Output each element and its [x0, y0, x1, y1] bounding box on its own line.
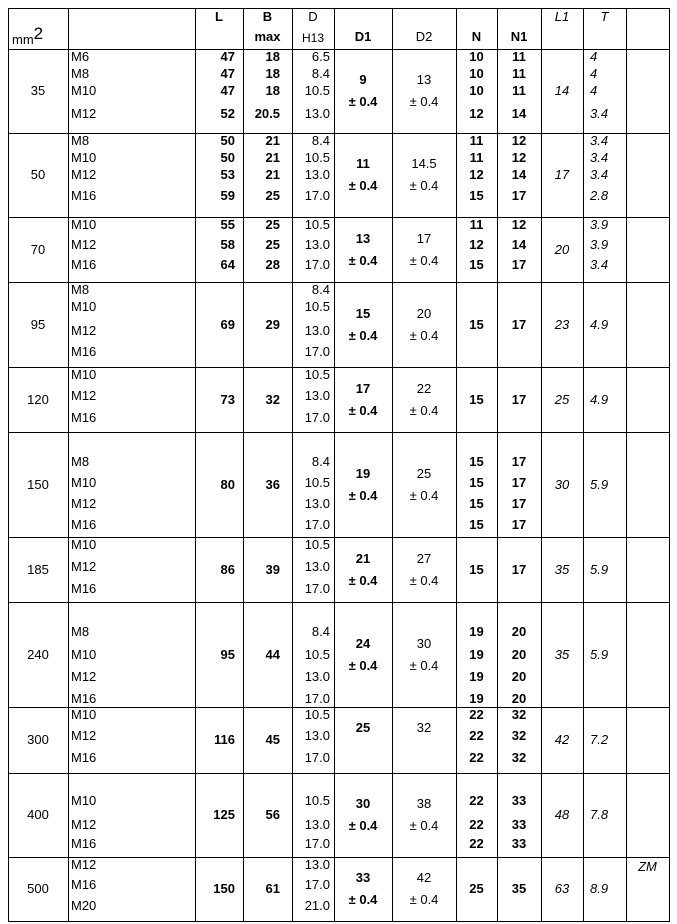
- diameter-D1: 33: [355, 870, 371, 885]
- bolt-size: M12: [71, 817, 97, 832]
- bolt-size: M8: [71, 66, 90, 81]
- diameter-D2-tol: ± 0.4: [409, 487, 439, 503]
- value-L1: 35: [554, 561, 570, 577]
- diameter-D: 10.5: [304, 217, 330, 232]
- value-N1: 20: [511, 624, 527, 639]
- length-L: 59: [220, 188, 235, 203]
- header-B-max: max: [254, 29, 281, 44]
- header-cross-section: mm2: [12, 24, 44, 47]
- bolt-size: M10: [71, 793, 97, 808]
- header-N1: N1: [510, 29, 528, 44]
- diameter-D: 13.0: [304, 167, 330, 182]
- length-L: 95: [220, 646, 235, 662]
- value-N1: 14: [511, 237, 527, 252]
- value-T: 4: [590, 83, 598, 98]
- diameter-D1: 19: [355, 465, 371, 481]
- value-N: 19: [469, 624, 484, 639]
- diameter-D1-tol: ± 0.4: [348, 94, 378, 109]
- value-N1: 32: [511, 750, 527, 765]
- width-B: 21: [265, 133, 280, 148]
- diameter-D1: 21: [355, 550, 371, 566]
- width-B: 18: [265, 83, 280, 98]
- diameter-D: 17.0: [304, 877, 330, 892]
- value-N: 22: [469, 793, 484, 808]
- bolt-size: M12: [71, 237, 97, 252]
- diameter-D2-tol: ± 0.4: [409, 402, 439, 418]
- header-L1: L1: [554, 9, 570, 24]
- diameter-D: 10.5: [304, 475, 330, 490]
- value-N1: 20: [511, 669, 527, 684]
- bolt-size: M16: [71, 836, 97, 851]
- diameter-D2-tol: ± 0.4: [409, 572, 439, 588]
- diameter-D2-tol: ± 0.4: [409, 178, 439, 193]
- bolt-size: M16: [71, 877, 97, 892]
- header-T: T: [600, 9, 609, 24]
- length-L: 50: [220, 133, 235, 148]
- length-L: 47: [220, 49, 235, 64]
- length-L: 47: [220, 66, 235, 81]
- diameter-D1-tol: ± 0.4: [348, 178, 378, 193]
- bolt-size: M16: [71, 188, 97, 203]
- diameter-D: 13.0: [304, 496, 330, 511]
- value-N: 15: [469, 496, 484, 511]
- diameter-D: 13.0: [304, 323, 330, 338]
- length-L: 52: [220, 106, 235, 121]
- value-N: 11: [469, 150, 484, 165]
- diameter-D1-tol: ± 0.4: [348, 657, 378, 673]
- header-D2: D2: [415, 29, 433, 44]
- value-L1: 20: [554, 241, 570, 257]
- diameter-D: 8.4: [311, 454, 330, 469]
- header-D1: D1: [354, 29, 372, 44]
- bolt-size: M6: [71, 49, 90, 64]
- value-T: 7.8: [590, 807, 609, 822]
- value-L1: 17: [554, 167, 570, 182]
- diameter-D: 10.5: [304, 299, 330, 314]
- value-N1: 12: [511, 133, 527, 148]
- length-L: 58: [220, 237, 235, 252]
- value-N: 19: [469, 647, 484, 662]
- diameter-D: 17.0: [304, 836, 330, 851]
- cross-section-value: 95: [30, 316, 46, 332]
- diameter-D: 13.0: [304, 669, 330, 684]
- header-N: N: [471, 29, 482, 44]
- diameter-D2: 42: [416, 870, 432, 885]
- value-T: 3.4: [590, 133, 609, 148]
- value-N1: 17: [511, 496, 527, 511]
- width-B: 45: [265, 732, 280, 747]
- diameter-D1-tol: ± 0.4: [348, 327, 378, 343]
- diameter-D: 8.4: [311, 66, 330, 81]
- diameter-D: 17.0: [304, 410, 330, 425]
- value-N1: 17: [511, 391, 527, 407]
- value-T: 5.9: [590, 561, 609, 577]
- bolt-size: M10: [71, 150, 97, 165]
- value-N: 22: [469, 836, 484, 851]
- bolt-size: M16: [71, 581, 97, 596]
- diameter-D: 17.0: [304, 691, 330, 706]
- bolt-size: M8: [71, 133, 90, 148]
- value-N1: 14: [511, 167, 527, 182]
- diameter-D1: 25: [355, 720, 371, 735]
- cross-section-value: 240: [27, 646, 49, 662]
- bolt-size: M12: [71, 559, 97, 574]
- value-T: 5.9: [590, 476, 609, 492]
- diameter-D: 6.5: [311, 49, 330, 64]
- value-N1: 20: [511, 691, 527, 706]
- value-N1: 20: [511, 647, 527, 662]
- diameter-D: 13.0: [304, 388, 330, 403]
- length-L: 64: [220, 257, 235, 272]
- width-B: 32: [265, 391, 280, 407]
- width-B: 39: [265, 561, 280, 577]
- diameter-D2: 14.5: [411, 156, 437, 171]
- value-N1: 33: [511, 793, 527, 808]
- length-L: 47: [220, 83, 235, 98]
- diameter-D1: 30: [355, 796, 371, 811]
- diameter-D: 8.4: [311, 624, 330, 639]
- value-T: 4: [590, 49, 598, 64]
- bolt-size: M16: [71, 750, 97, 765]
- diameter-D: 10.5: [304, 537, 330, 552]
- width-B: 56: [265, 807, 280, 822]
- width-B: 25: [265, 188, 280, 203]
- value-N: 11: [469, 133, 484, 148]
- value-N: 15: [469, 188, 484, 203]
- bolt-size: M10: [71, 83, 97, 98]
- value-N: 12: [469, 106, 484, 121]
- value-N: 15: [469, 561, 484, 577]
- value-N1: 17: [511, 316, 527, 332]
- value-L1: 30: [554, 476, 570, 492]
- bolt-size: M10: [71, 217, 97, 232]
- value-N1: 33: [511, 817, 527, 832]
- cross-section-value: 120: [27, 391, 49, 407]
- bolt-size: M12: [71, 167, 97, 182]
- diameter-D: 21.0: [304, 898, 330, 913]
- value-N: 15: [469, 316, 484, 332]
- value-N1: 17: [511, 188, 527, 203]
- diameter-D2-tol: ± 0.4: [409, 94, 439, 109]
- diameter-D2-tol: ± 0.4: [409, 327, 439, 343]
- value-L1: 25: [554, 391, 570, 407]
- value-N1: 11: [512, 49, 526, 64]
- value-N: 11: [469, 217, 484, 232]
- diameter-D: 10.5: [304, 150, 330, 165]
- bolt-size: M16: [71, 344, 97, 359]
- value-N: 15: [469, 454, 484, 469]
- cross-section-value: 400: [27, 807, 49, 822]
- length-L: 50: [220, 150, 235, 165]
- length-L: 86: [220, 561, 235, 577]
- value-L1: 48: [554, 807, 570, 822]
- diameter-D: 17.0: [304, 344, 330, 359]
- value-T: 3.4: [590, 106, 609, 121]
- diameter-D: 10.5: [304, 647, 330, 662]
- bolt-size: M10: [71, 537, 97, 552]
- diameter-D: 13.0: [304, 237, 330, 252]
- diameter-D: 10.5: [304, 83, 330, 98]
- diameter-D2: 17: [416, 230, 432, 246]
- value-L1: 63: [554, 881, 570, 896]
- value-L1: 42: [554, 732, 570, 747]
- width-B: 28: [265, 257, 280, 272]
- diameter-D2-tol: ± 0.4: [409, 252, 439, 268]
- diameter-D: 13.0: [304, 728, 330, 743]
- width-B: 21: [265, 167, 280, 182]
- diameter-D: 10.5: [304, 367, 330, 382]
- cross-section-value: 35: [30, 83, 46, 98]
- length-L: 80: [220, 476, 235, 492]
- bolt-size: M10: [71, 299, 97, 314]
- width-B: 21: [265, 150, 280, 165]
- diameter-D1-tol: ± 0.4: [348, 572, 378, 588]
- header-B: B: [262, 9, 273, 24]
- value-L1: 35: [554, 646, 570, 662]
- value-N: 10: [469, 83, 484, 98]
- value-N: 22: [469, 728, 484, 743]
- diameter-D: 13.0: [304, 559, 330, 574]
- bolt-size: M8: [71, 454, 90, 469]
- diameter-D2: 13: [416, 72, 432, 87]
- bolt-size: M12: [71, 496, 97, 511]
- cross-section-value: 70: [30, 241, 46, 257]
- value-L1: 14: [554, 83, 570, 98]
- value-N1: 32: [511, 707, 527, 722]
- diameter-D2: 20: [416, 305, 432, 321]
- value-N1: 33: [511, 836, 527, 851]
- value-N: 19: [469, 669, 484, 684]
- bolt-size: M10: [71, 707, 97, 722]
- diameter-D2-tol: ± 0.4: [409, 818, 439, 833]
- diameter-D1-tol: ± 0.4: [348, 252, 378, 268]
- value-N: 15: [469, 257, 484, 272]
- bolt-size: M16: [71, 257, 97, 272]
- diameter-D2: 30: [416, 635, 432, 651]
- diameter-D2-tol: ± 0.4: [409, 657, 439, 673]
- width-B: 20.5: [254, 106, 280, 121]
- width-B: 18: [265, 66, 280, 81]
- diameter-D1: 11: [356, 156, 370, 171]
- value-N: 22: [469, 707, 484, 722]
- width-B: 18: [265, 49, 280, 64]
- cross-section-value: 500: [27, 881, 49, 896]
- width-B: 44: [265, 646, 280, 662]
- diameter-D2: 25: [416, 465, 432, 481]
- value-N1: 17: [511, 454, 527, 469]
- diameter-D: 10.5: [304, 707, 330, 722]
- value-N1: 32: [511, 728, 527, 743]
- diameter-D1-tol: ± 0.4: [348, 818, 378, 833]
- width-B: 25: [265, 217, 280, 232]
- diameter-D1: 24: [355, 635, 371, 651]
- value-N: 22: [469, 817, 484, 832]
- value-N1: 17: [511, 561, 527, 577]
- value-N1: 17: [511, 517, 527, 532]
- bolt-size: M10: [71, 367, 97, 382]
- length-L: 55: [220, 217, 235, 232]
- value-L1: 23: [554, 316, 570, 332]
- diameter-D: 17.0: [304, 517, 330, 532]
- diameter-D: 13.0: [304, 106, 330, 121]
- extra-note: ZM: [638, 859, 657, 874]
- value-N: 10: [469, 49, 484, 64]
- value-T: 4.9: [590, 316, 609, 332]
- bolt-size: M8: [71, 282, 90, 297]
- value-N1: 11: [512, 66, 526, 81]
- cross-section-value: 300: [27, 732, 49, 747]
- value-N: 19: [469, 691, 484, 706]
- length-L: 73: [220, 391, 235, 407]
- bolt-size: M8: [71, 624, 90, 639]
- diameter-D1: 17: [355, 380, 371, 396]
- cross-section-value: 50: [30, 167, 46, 182]
- diameter-D2: 38: [416, 796, 432, 811]
- value-N1: 35: [511, 881, 527, 896]
- bolt-size: M20: [71, 898, 97, 913]
- value-N: 15: [469, 475, 484, 490]
- value-T: 3.4: [590, 167, 609, 182]
- value-N: 12: [469, 237, 484, 252]
- diameter-D2: 27: [416, 550, 432, 566]
- value-N: 12: [469, 167, 484, 182]
- value-T: 3.9: [590, 237, 609, 252]
- value-T: 3.4: [590, 150, 609, 165]
- cross-section-value: 150: [27, 476, 49, 492]
- diameter-D: 13.0: [304, 857, 330, 872]
- diameter-D1-tol: ± 0.4: [348, 892, 378, 907]
- bolt-size: M12: [71, 106, 97, 121]
- value-N1: 12: [511, 217, 527, 232]
- value-N1: 17: [511, 475, 527, 490]
- value-T: 5.9: [590, 646, 609, 662]
- value-N: 15: [469, 391, 484, 407]
- diameter-D: 8.4: [311, 133, 330, 148]
- diameter-D: 13.0: [304, 817, 330, 832]
- diameter-D: 10.5: [304, 793, 330, 808]
- diameter-D2-tol: ± 0.4: [409, 892, 439, 907]
- diameter-D1: 9: [359, 72, 367, 87]
- value-T: 7.2: [590, 732, 609, 747]
- value-N: 10: [469, 66, 484, 81]
- diameter-D: 8.4: [311, 282, 330, 297]
- value-N1: 14: [511, 106, 527, 121]
- width-B: 25: [265, 237, 280, 252]
- length-L: 53: [220, 167, 235, 182]
- diameter-D: 17.0: [304, 257, 330, 272]
- length-L: 125: [213, 807, 235, 822]
- value-T: 4.9: [590, 391, 609, 407]
- bolt-size: M12: [71, 388, 97, 403]
- diameter-D1-tol: ± 0.4: [348, 402, 378, 418]
- length-L: 116: [214, 732, 235, 747]
- bolt-size: M10: [71, 647, 97, 662]
- value-T: 8.9: [590, 881, 609, 896]
- diameter-D: 17.0: [304, 750, 330, 765]
- diameter-D: 17.0: [304, 581, 330, 596]
- header-L: L: [215, 9, 223, 24]
- bolt-size: M12: [71, 323, 97, 338]
- value-T: 3.9: [590, 217, 609, 232]
- header-exponent: 2: [33, 24, 44, 43]
- bolt-size: M16: [71, 410, 97, 425]
- width-B: 36: [265, 476, 280, 492]
- bolt-size: M16: [71, 691, 97, 706]
- width-B: 61: [265, 881, 280, 896]
- value-N1: 17: [511, 257, 527, 272]
- diameter-D2: 22: [416, 380, 432, 396]
- value-N: 25: [469, 881, 484, 896]
- bolt-size: M12: [71, 728, 97, 743]
- bolt-size: M12: [71, 857, 97, 872]
- value-N: 15: [469, 517, 484, 532]
- value-T: 4: [590, 66, 598, 81]
- diameter-D1: 15: [355, 305, 371, 321]
- diameter-D: 17.0: [304, 188, 330, 203]
- diameter-D1-tol: ± 0.4: [348, 487, 378, 503]
- value-T: 3.4: [590, 257, 609, 272]
- value-N1: 12: [511, 150, 527, 165]
- value-N1: 11: [512, 83, 526, 98]
- bolt-size: M10: [71, 475, 97, 490]
- cross-section-value: 185: [27, 561, 49, 577]
- value-T: 2.8: [590, 188, 609, 203]
- length-L: 150: [213, 881, 235, 896]
- header-D: D: [308, 9, 318, 24]
- header-D-H13: H13: [301, 31, 325, 45]
- value-N: 22: [469, 750, 484, 765]
- width-B: 29: [265, 316, 280, 332]
- length-L: 69: [220, 316, 235, 332]
- diameter-D2: 32: [416, 720, 432, 735]
- diameter-D1: 13: [355, 230, 371, 246]
- bolt-size: M12: [71, 669, 97, 684]
- bolt-size: M16: [71, 517, 97, 532]
